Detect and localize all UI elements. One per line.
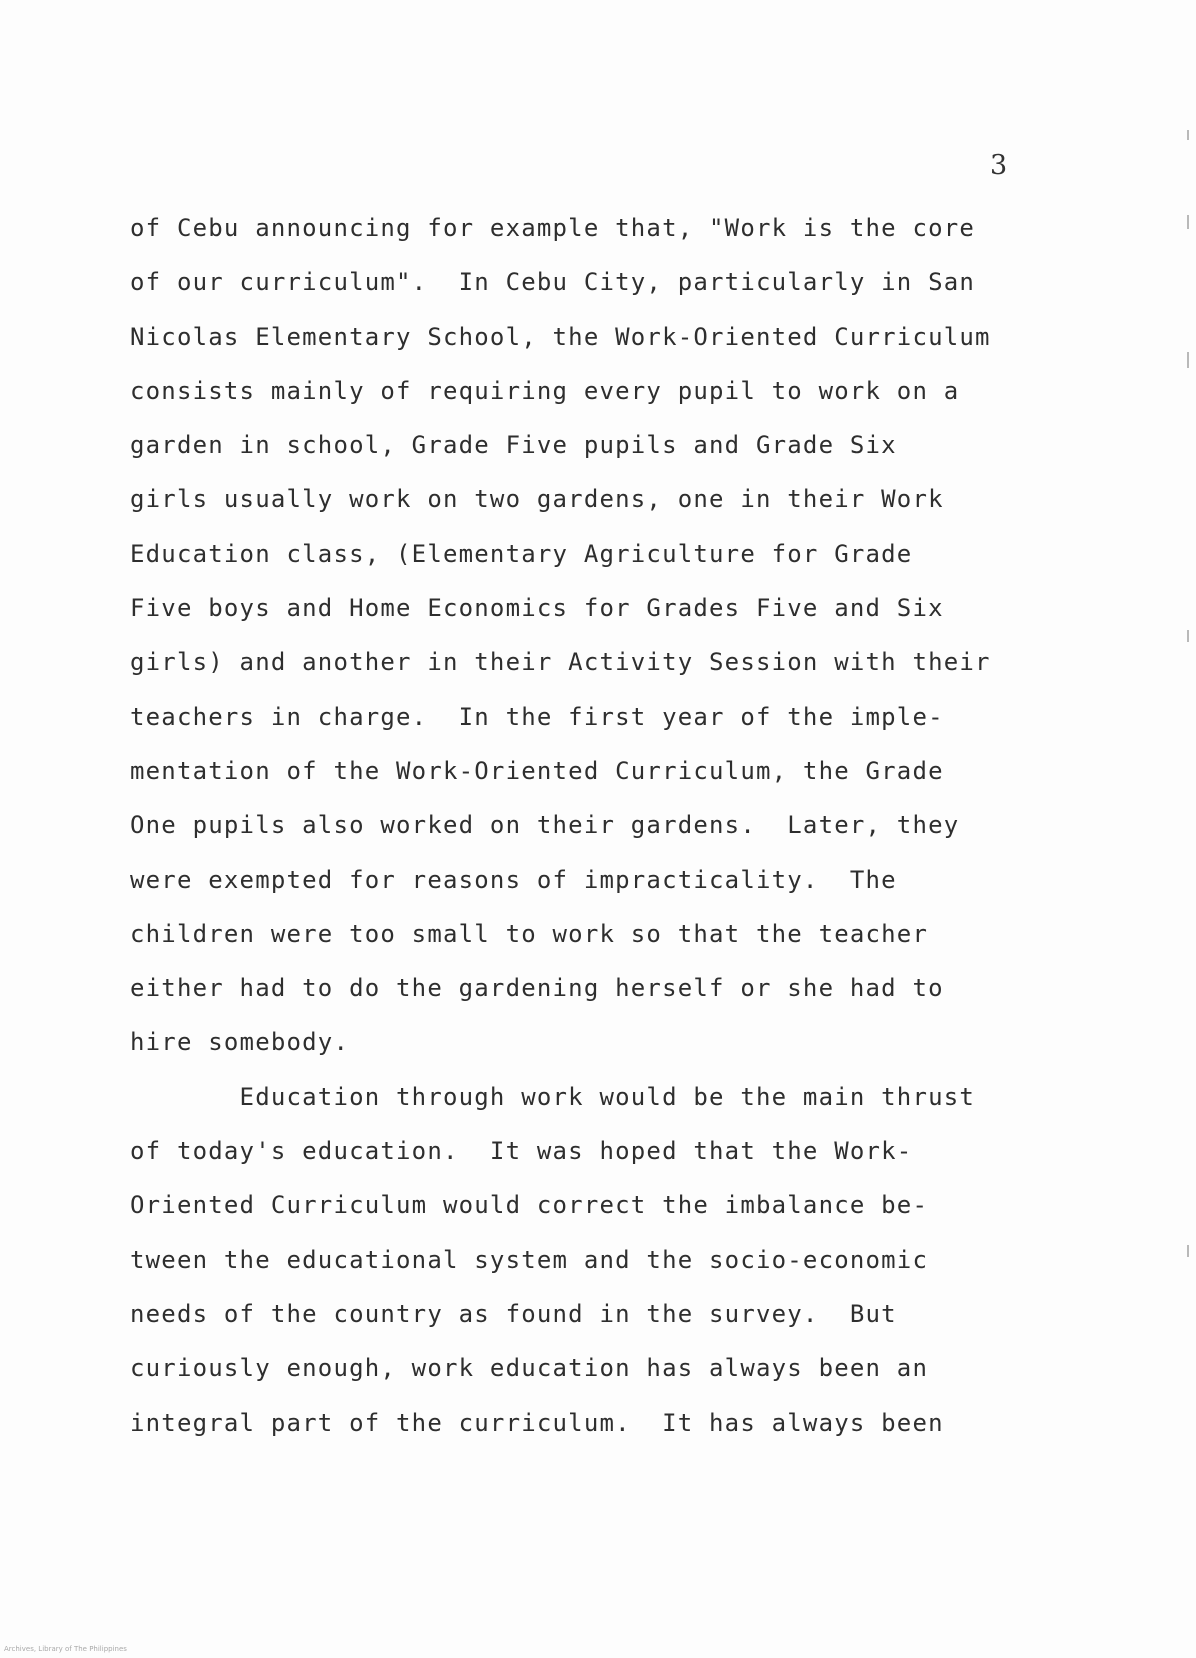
text-line: Five boys and Home Economics for Grades Five and Six [130,594,944,623]
text-line: of our curriculum". In Cebu City, particularly in San [130,268,976,297]
archive-footer: Archives, Library of The Philippines [4,1645,127,1653]
text-line: integral part of the curriculum. It has always been [130,1408,944,1437]
text-line: mentation of the Work-Oriented Curriculum, the Grade [130,756,944,785]
text-line: One pupils also worked on their gardens. Later, they [130,811,960,840]
text-line: garden in school, Grade Five pupils and Grade Six [130,431,897,460]
text-line: Oriented Curriculum would correct the imbalance be- [130,1191,929,1220]
text-line: children were too small to work so that the teacher [130,919,929,948]
scan-margin-mark [1187,352,1189,368]
text-line: hire somebody. [130,1028,350,1057]
text-line: curiously enough, work education has always been an [130,1354,929,1383]
text-line: were exempted for reasons of impracticality. The [130,865,897,894]
page-number: 3 [990,150,1008,181]
scan-margin-mark [1187,215,1189,229]
scan-margin-mark [1187,1245,1189,1257]
text-line: either had to do the gardening herself or she had to [130,974,944,1003]
scan-margin-mark [1187,630,1189,642]
text-line: consists mainly of requiring every pupil to work on a [130,376,960,405]
text-line: teachers in charge. In the first year of the imple- [130,702,944,731]
text-line: Education class, (Elementary Agriculture for Grade [130,539,913,568]
text-line: Education through work would be the main thrust [130,1082,976,1111]
text-line: of Cebu announcing for example that, "Work is the core [130,214,976,242]
scan-margin-mark [1187,130,1189,140]
text-line: girls usually work on two gardens, one in their Work [130,485,944,514]
text-line: girls) and another in their Activity Session with their [130,648,991,677]
text-line: tween the educational system and the socio-economic [130,1245,929,1274]
text-line: needs of the country as found in the survey. But [130,1299,897,1328]
text-line: Nicolas Elementary School, the Work-Oriented Curriculum [130,322,991,351]
text-line: of today's education. It was hoped that the Work- [130,1137,913,1166]
body-text [130,208,991,1457]
